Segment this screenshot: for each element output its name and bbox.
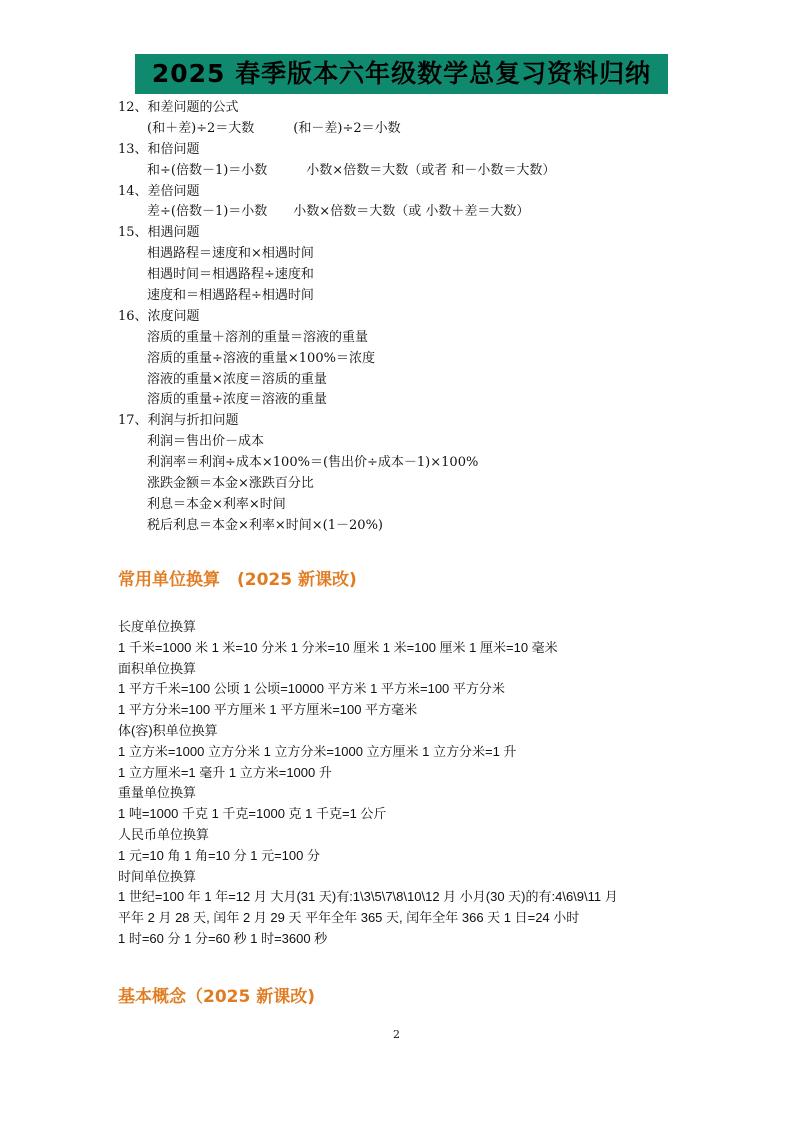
formula-list bbox=[118, 98, 738, 537]
unit-line: 1 元=10 角 1 角=10 分 1 元=100 分 bbox=[118, 847, 320, 863]
unit-line: 1 世纪=100 年 1 年=12 月 大月(31 天)有:1\3\5\7\8\10\12 月 小月(30 天)的有:4\6\9\11 月 bbox=[118, 889, 618, 905]
unit-line: 1 吨=1000 千克 1 千克=1000 克 1 千克=1 公斤 bbox=[118, 806, 387, 822]
unit-conversion-list bbox=[118, 617, 738, 950]
unit-line: 1 平方分米=100 平方厘米 1 平方厘米=100 平方毫米 bbox=[118, 702, 418, 718]
formula-line: 速度和＝相遇路程÷相遇时间 bbox=[147, 288, 314, 304]
formula-line: 溶液的重量×浓度＝溶质的重量 bbox=[147, 371, 327, 387]
formula-line: 12、和差问题的公式 bbox=[118, 100, 239, 115]
formula-line: 15、相遇问题 bbox=[118, 225, 200, 241]
section-title-unit-conversion: 常用单位换算 (2025 新课改) bbox=[118, 570, 357, 590]
formula-line: 溶质的重量÷溶液的重量×100%＝浓度 bbox=[147, 350, 375, 366]
unit-line: 体(容)积单位换算 bbox=[118, 722, 218, 738]
unit-line: 1 立方厘米=1 毫升 1 立方米=1000 升 bbox=[118, 764, 332, 780]
formula-line: 相遇时间＝相遇路程÷速度和 bbox=[147, 267, 314, 283]
section-title-basic-concepts: 基本概念（2025 新课改) bbox=[118, 987, 316, 1007]
formula-line: 13、和倍问题 bbox=[118, 141, 200, 157]
unit-line: 人民币单位换算 bbox=[118, 826, 210, 842]
page-number: 2 bbox=[393, 1028, 400, 1041]
unit-line: 1 平方千米=100 公顷 1 公顷=10000 平方米 1 平方米=100 平方分米 bbox=[118, 681, 505, 697]
formula-line: 涨跌金额＝本金×涨跌百分比 bbox=[147, 476, 314, 492]
formula-line: 溶质的重量＋溶剂的重量＝溶液的重量 bbox=[147, 329, 369, 345]
formula-line: 14、差倍问题 bbox=[118, 183, 200, 199]
formula-line: (和＋差)÷2＝大数 (和－差)÷2＝小数 bbox=[147, 120, 401, 136]
formula-line: 利润＝售出价－成本 bbox=[147, 434, 265, 450]
unit-line: 平年 2 月 28 天, 闰年 2 月 29 天 平年全年 365 天, 闰年全年 366 天 1 日=24 小时 bbox=[118, 910, 580, 926]
formula-line: 和÷(倍数－1)＝小数 小数×倍数＝大数（或者 和－小数＝大数） bbox=[147, 162, 556, 178]
formula-line: 17、利润与折扣问题 bbox=[118, 413, 239, 429]
formula-line: 差÷(倍数－1)＝小数 小数×倍数＝大数（或 小数＋差＝大数） bbox=[147, 204, 530, 220]
formula-line: 相遇路程＝速度和×相遇时间 bbox=[147, 246, 314, 262]
formula-line: 利息＝本金×利率×时间 bbox=[147, 496, 286, 512]
formula-line: 16、浓度问题 bbox=[118, 308, 200, 324]
unit-line: 重量单位换算 bbox=[118, 785, 197, 801]
unit-line: 1 千米=1000 米 1 米=10 分米 1 分米=10 厘米 1 米=100 厘米 1 厘米=10 毫米 bbox=[118, 639, 558, 655]
unit-line: 面积单位换算 bbox=[118, 660, 197, 676]
formula-line: 税后利息＝本金×利率×时间×(1－20%) bbox=[147, 517, 383, 533]
formula-line: 利润率＝利润÷成本×100%＝(售出价÷成本－1)×100% bbox=[147, 455, 479, 471]
document-banner-title: 2025 春季版本六年级数学总复习资料归纳 bbox=[135, 54, 668, 94]
unit-line: 长度单位换算 bbox=[118, 619, 197, 634]
unit-line: 时间单位换算 bbox=[118, 868, 197, 884]
formula-line: 溶质的重量÷浓度＝溶液的重量 bbox=[147, 392, 327, 408]
unit-line: 1 时=60 分 1 分=60 秒 1 时=3600 秒 bbox=[118, 930, 328, 946]
unit-line: 1 立方米=1000 立方分米 1 立方分米=1000 立方厘米 1 立方分米=1 升 bbox=[118, 743, 517, 759]
